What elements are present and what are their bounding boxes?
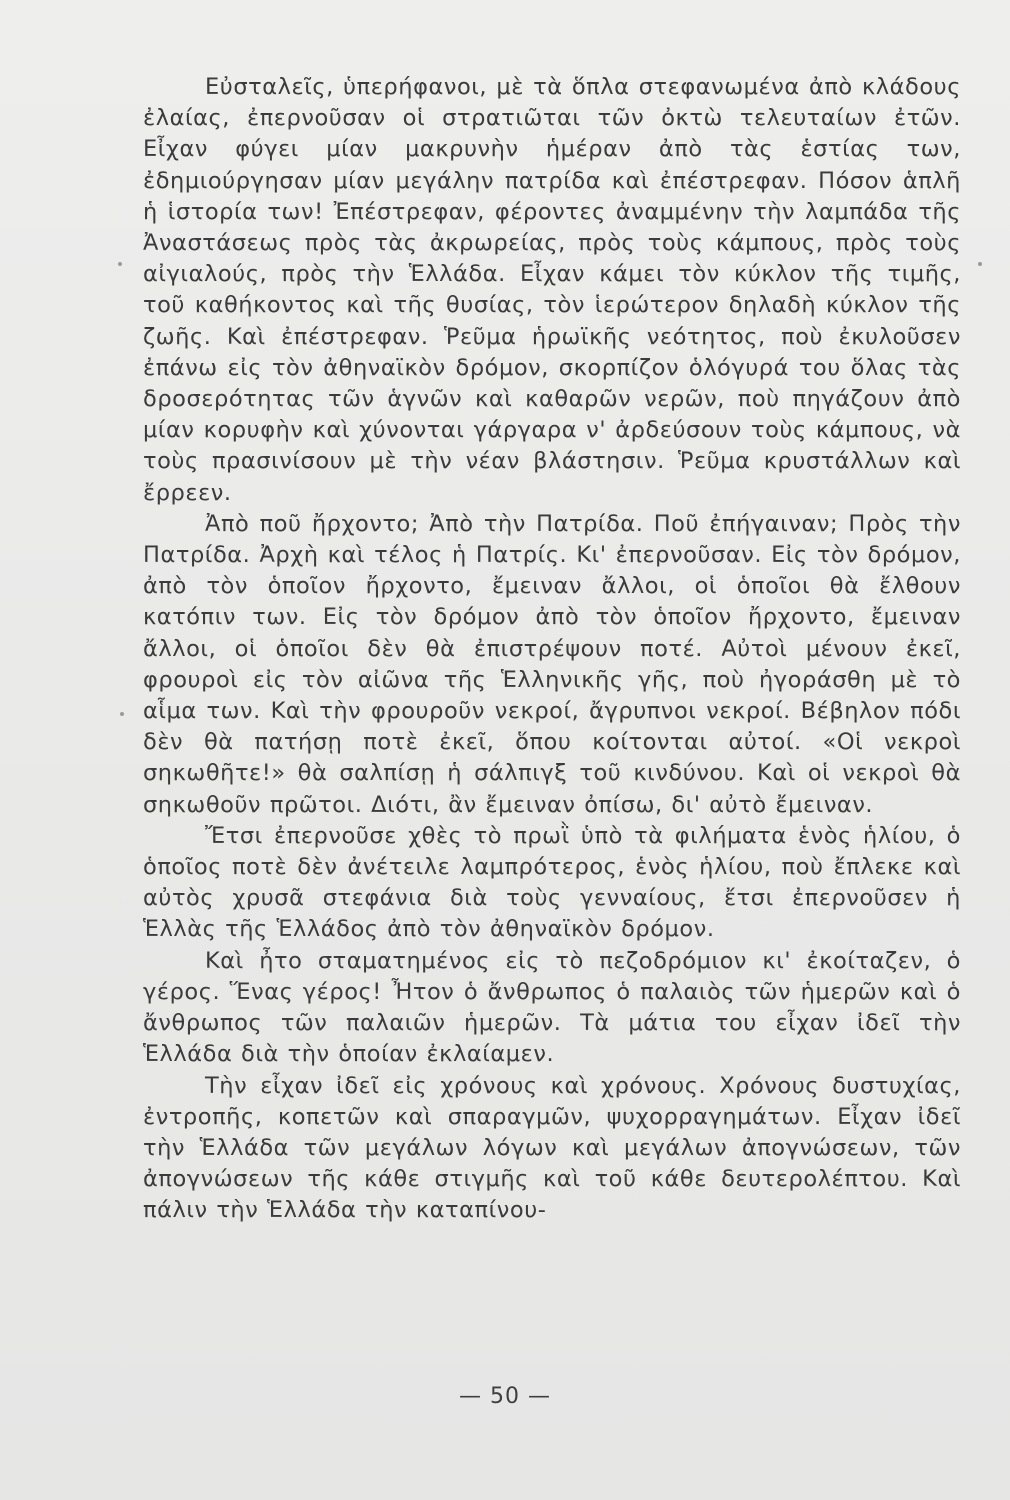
paragraph-2: Ἀπὸ ποῦ ἤρχοντο; Ἀπὸ τὴν Πατρίδα. Ποῦ ἐπήγαιναν; Πρὸς τὴν Πατρίδα. Ἀρχὴ καὶ τέλος ἡ Πατρίς. Κι' ἐπερνοῦσαν. Εἰς τὸν δρόμον, ἀπὸ τὸν ὁποῖον ἤρχοντο, ἔμειναν ἄλλοι, οἱ ὁποῖοι θὰ ἔλθουν κατόπιν των. Εἰς τὸν δρόμον ἀπὸ τὸν ὁποῖον ἤρχοντο, ἔμειναν ἄλλοι, οἱ ὁποῖοι δὲν θὰ ἐπιστρέψουν ποτέ. Αὐτοὶ μένουν ἐκεῖ, φρουροὶ εἰς τὸν αἰῶνα τῆς Ἑλληνικῆς γῆς, ποὺ ἠγοράσθη μὲ τὸ αἷμα των. Καὶ τὴν φρουροῦν νεκροί, ἄγρυπνοι νεκροί. Βέβηλον πόδι δὲν θὰ πατήσῃ ποτὲ ἐκεῖ, ὅπου κοίτονται αὐτοί. «Οἱ νεκροὶ σηκωθῆτε!» θὰ σαλπίσῃ ἡ σάλπιγξ τοῦ κινδύνου. Καὶ οἱ νεκροὶ θὰ σηκωθοῦν πρῶτοι. Διότι, ἂν ἔμειναν ὀπίσω, δι' αὐτὸ ἔμειναν. (143, 510, 961, 818)
body-text (143, 72, 961, 1227)
paragraph-4: Καὶ ἦτο σταματημένος εἰς τὸ πεζοδρόμιον κι' ἐκοίταζεν, ὁ γέρος. Ἕνας γέρος! Ἦτον ὁ ἄνθρωπος ὁ παλαιὸς τῶν ἡμερῶν καὶ ὁ ἄνθρωπος τῶν παλαιῶν ἡμερῶν. Τὰ μάτια του εἶχαν ἰδεῖ τὴν Ἑλλάδα διὰ τὴν ὁποίαν ἐκλαίαμεν. (143, 947, 961, 1068)
paragraph-5: Τὴν εἶχαν ἰδεῖ εἰς χρόνους καὶ χρόνους. Χρόνους δυστυχίας, ἐντροπῆς, κοπετῶν καὶ σπαραγμῶν, ψυχορραγημάτων. Εἶχαν ἰδεῖ τὴν Ἑλλάδα τῶν μεγάλων λόγων καὶ μεγάλων ἀπογνώσεων, τῶν ἀπογνώσεων τῆς κάθε στιγμῆς καὶ τοῦ κάθε δευτερολέπτου. Καὶ πάλιν τὴν Ἑλλάδα τὴν καταπίνου- (143, 1072, 961, 1224)
paragraph-3: Ἔτσι ἐπερνοῦσε χθὲς τὸ πρωῒ ὑπὸ τὰ φιλήματα ἑνὸς ἡλίου, ὁ ὁποῖος ποτὲ δὲν ἀνέτειλε λαμπρότερος, ἑνὸς ἡλίου, ποὺ ἔπλεκε καὶ αὐτὸς χρυσᾶ στεφάνια διὰ τοὺς γενναίους, ἔτσι ἐπερνοῦσεν ἡ Ἑλλὰς τῆς Ἑλλάδος ἀπὸ τὸν ἀθηναϊκὸν δρόμον. (143, 822, 961, 943)
paragraph-1: Εὐσταλεῖς, ὑπερήφανοι, μὲ τὰ ὅπλα στεφανωμένα ἀπὸ κλάδους ἐλαίας, ἐπερνοῦσαν οἱ στρατιῶται τῶν ὀκτὼ τελευταίων ἐτῶν. Εἶχαν φύγει μίαν μακρυνὴν ἡμέραν ἀπὸ τὰς ἑστίας των, ἐδημιούργησαν μίαν μεγάλην πατρίδα καὶ ἐπέστρεφαν. Πόσον ἁπλῆ ἡ ἱστορία των! Ἐπέστρεφαν, φέροντες ἀναμμένην τὴν λαμπάδα τῆς Ἀναστάσεως πρὸς τὰς ἀκρωρείας, πρὸς τοὺς κάμπους, πρὸς τοὺς αἰγιαλούς, πρὸς τὴν Ἑλλάδα. Εἶχαν κάμει τὸν κύκλον τῆς τιμῆς, τοῦ καθήκοντος καὶ τῆς θυσίας, τὸν ἱερώτερον δηλαδὴ κύκλον τῆς ζωῆς. Καὶ ἐπέστρεφαν. Ῥεῦμα ἡρωϊκῆς νεότητος, ποὺ ἐκυλοῦσεν ἐπάνω εἰς τὸν ἀθηναϊκὸν δρόμον, σκορπίζον ὁλόγυρά του ὅλας τὰς δροσερότητας τῶν ἁγνῶν καὶ καθαρῶν νερῶν, ποὺ πηγάζουν ἀπὸ μίαν κορυφὴν καὶ χύνονται γάργαρα ν' ἀρδεύσουν τοὺς κάμπους, νὰ τοὺς πρασινίσουν μὲ τὴν νέαν βλάστησιν. Ῥεῦμα κρυστάλλων καὶ ἔρρεεν. (143, 74, 961, 506)
scan-speck (118, 262, 122, 266)
page-number: — 50 — (459, 1384, 551, 1409)
scan-speck (978, 262, 982, 266)
scan-speck (120, 712, 124, 716)
